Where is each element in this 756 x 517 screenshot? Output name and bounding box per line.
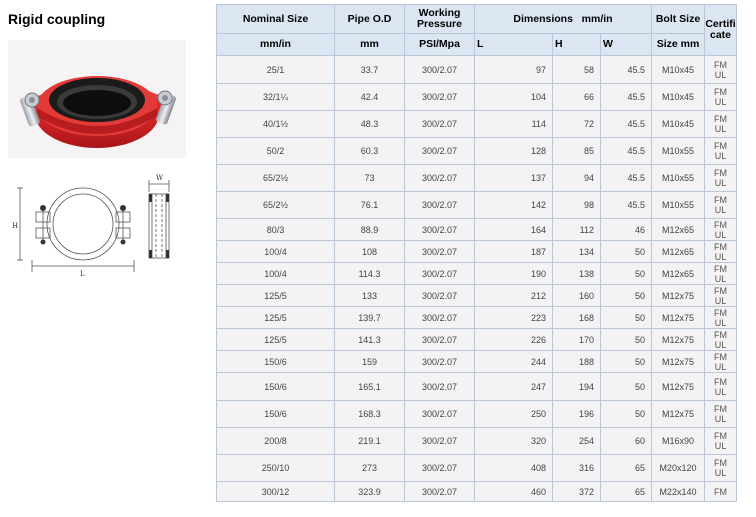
table-row (217, 241, 737, 263)
certificate-fm: FM (714, 114, 727, 124)
dimension-h-cell: 188 (553, 351, 601, 373)
h-dimension-label: H (12, 222, 19, 230)
col-header-bolt-size: Bolt Size (652, 5, 705, 34)
certificate-ul: UL (714, 151, 727, 161)
certificate-cell (705, 111, 737, 138)
dimension-l-cell: 247 (475, 373, 553, 401)
unit-working: PSI/Mpa (405, 34, 475, 56)
certificate-cell (705, 165, 737, 192)
spec-table-body (217, 56, 737, 502)
certificate-cell (705, 84, 737, 111)
dimension-l-cell: 320 (475, 428, 553, 455)
nominal-size-cell: 40/1½ (217, 111, 335, 138)
certificate-cell (705, 263, 737, 285)
pipe-od-cell: 60.3 (335, 138, 405, 165)
unit-bolt: Size mm (652, 34, 705, 56)
dimension-w-cell: 50 (601, 373, 652, 401)
certificate-ul: UL (714, 317, 727, 328)
pipe-od-cell: 108 (335, 241, 405, 263)
dimension-w-cell: 50 (601, 263, 652, 285)
bolt-size-cell: M12x75 (652, 329, 705, 351)
nominal-size-cell: 300/12 (217, 482, 335, 502)
certificate-ul: UL (714, 205, 727, 215)
pipe-od-cell: 133 (335, 285, 405, 307)
certificate-cell (705, 482, 737, 502)
dimension-h-cell: 138 (553, 263, 601, 285)
bolt-size-cell: M10x55 (652, 165, 705, 192)
table-row (217, 263, 737, 285)
dimension-h-cell: 94 (553, 165, 601, 192)
col-header-dimensions: Dimensions mm/in (475, 5, 652, 34)
nominal-size-cell: 32/1¼ (217, 84, 335, 111)
pipe-od-cell: 159 (335, 351, 405, 373)
nominal-size-cell: 150/6 (217, 373, 335, 401)
dimension-l-cell: 128 (475, 138, 553, 165)
certificate-ul: UL (714, 69, 727, 80)
bolt-size-cell: M12x65 (652, 263, 705, 285)
certificate-cell (705, 219, 737, 241)
dimension-h-cell: 316 (553, 455, 601, 482)
dimension-h-cell: 168 (553, 307, 601, 329)
dimension-w-cell: 45.5 (601, 165, 652, 192)
table-row (217, 401, 737, 428)
certificate-ul: UL (714, 361, 727, 372)
dimension-l-cell: 212 (475, 285, 553, 307)
certificate-cell (705, 138, 737, 165)
dimension-l-cell: 226 (475, 329, 553, 351)
working-pressure-line2: Pressure (417, 18, 462, 30)
dimension-l-cell: 164 (475, 219, 553, 241)
certificate-line2: cate (709, 29, 731, 41)
table-row (217, 138, 737, 165)
working-pressure-cell: 300/2.07 (405, 56, 475, 84)
certificate-ul: UL (714, 468, 727, 478)
table-row (217, 219, 737, 241)
table-row (217, 329, 737, 351)
bolt-size-cell: M10x45 (652, 111, 705, 138)
l-dimension-label: L (80, 270, 85, 278)
working-pressure-cell: 300/2.07 (405, 307, 475, 329)
certificate-fm: FM (714, 59, 727, 70)
coupling-dimension-diagram (10, 172, 188, 282)
certificate-ul: UL (714, 251, 727, 262)
working-pressure-line1: Working (418, 7, 461, 19)
working-pressure-cell: 300/2.07 (405, 285, 475, 307)
certificate-cell (705, 428, 737, 455)
dimension-w-cell: 50 (601, 329, 652, 351)
nominal-size-cell: 150/6 (217, 351, 335, 373)
certificate-ul: UL (714, 273, 727, 284)
certificate-fm: FM (714, 431, 727, 441)
dimension-w-cell: 46 (601, 219, 652, 241)
table-row (217, 351, 737, 373)
unit-l: L (475, 34, 553, 56)
dimension-l-cell: 104 (475, 84, 553, 111)
dimension-l-cell: 97 (475, 56, 553, 84)
nominal-size-cell: 250/10 (217, 455, 335, 482)
dimension-l-cell: 460 (475, 482, 553, 502)
working-pressure-cell: 300/2.07 (405, 373, 475, 401)
certificate-fm: FM (714, 168, 727, 178)
dimension-h-cell: 58 (553, 56, 601, 84)
certificate-fm: FM (714, 263, 727, 274)
bolt-size-cell: M12x75 (652, 373, 705, 401)
certificate-ul: UL (714, 386, 727, 397)
bolt-size-cell: M10x45 (652, 56, 705, 84)
bolt-size-cell: M12x65 (652, 241, 705, 263)
bolt-size-cell: M12x75 (652, 285, 705, 307)
pipe-od-cell: 165.1 (335, 373, 405, 401)
nominal-size-cell: 125/5 (217, 285, 335, 307)
working-pressure-cell: 300/2.07 (405, 138, 475, 165)
dimension-w-cell: 45.5 (601, 111, 652, 138)
certificate-fm: FM (714, 141, 727, 151)
dimension-w-cell: 45.5 (601, 138, 652, 165)
certificate-fm: FM (714, 195, 727, 205)
working-pressure-cell: 300/2.07 (405, 482, 475, 502)
certificate-cell (705, 455, 737, 482)
pipe-od-cell: 168.3 (335, 401, 405, 428)
dimension-drawing (10, 172, 188, 282)
dimension-h-cell: 170 (553, 329, 601, 351)
nominal-size-cell: 65/2½ (217, 165, 335, 192)
certificate-cell (705, 285, 737, 307)
dimension-l-cell: 190 (475, 263, 553, 285)
working-pressure-cell: 300/2.07 (405, 428, 475, 455)
dimension-l-cell: 223 (475, 307, 553, 329)
dimension-h-cell: 196 (553, 401, 601, 428)
certificate-fm: FM (714, 376, 727, 387)
certificate-fm: FM (714, 241, 727, 252)
dimension-w-cell: 50 (601, 351, 652, 373)
dimension-l-cell: 244 (475, 351, 553, 373)
table-row (217, 428, 737, 455)
bolt-size-cell: M10x55 (652, 138, 705, 165)
working-pressure-cell: 300/2.07 (405, 165, 475, 192)
dimension-w-cell: 50 (601, 307, 652, 329)
coupling-photo-image (8, 40, 186, 158)
working-pressure-cell: 300/2.07 (405, 263, 475, 285)
col-header-working-pressure (405, 5, 475, 34)
table-row (217, 56, 737, 84)
dimension-w-cell: 50 (601, 285, 652, 307)
working-pressure-cell: 300/2.07 (405, 455, 475, 482)
dimension-l-cell: 408 (475, 455, 553, 482)
nominal-size-cell: 125/5 (217, 307, 335, 329)
working-pressure-cell: 300/2.07 (405, 192, 475, 219)
w-dimension-label: W (156, 174, 164, 182)
working-pressure-cell: 300/2.07 (405, 219, 475, 241)
col-header-pipe-od: Pipe O.D (335, 5, 405, 34)
certificate-fm: FM (714, 329, 727, 340)
dimension-l-cell: 250 (475, 401, 553, 428)
unit-h: H (553, 34, 601, 56)
bolt-size-cell: M22x140 (652, 482, 705, 502)
unit-nominal: mm/in (217, 34, 335, 56)
certificate-ul: UL (714, 97, 727, 107)
col-header-certificate (705, 5, 737, 56)
pipe-od-cell: 273 (335, 455, 405, 482)
certificate-ul: UL (714, 441, 727, 451)
dimension-w-cell: 45.5 (601, 192, 652, 219)
working-pressure-cell: 300/2.07 (405, 329, 475, 351)
bolt-size-cell: M10x55 (652, 192, 705, 219)
table-row (217, 192, 737, 219)
bolt-size-cell: M12x65 (652, 219, 705, 241)
dimension-w-cell: 45.5 (601, 56, 652, 84)
certificate-ul: UL (714, 339, 727, 350)
dimension-w-cell: 60 (601, 428, 652, 455)
nominal-size-cell: 80/3 (217, 219, 335, 241)
dimension-l-cell: 137 (475, 165, 553, 192)
certificate-fm: FM (714, 458, 727, 468)
dimension-l-cell: 142 (475, 192, 553, 219)
pipe-od-cell: 73 (335, 165, 405, 192)
table-row (217, 307, 737, 329)
dimension-w-cell: 50 (601, 401, 652, 428)
bolt-size-cell: M20x120 (652, 455, 705, 482)
dimension-h-cell: 372 (553, 482, 601, 502)
pipe-od-cell: 219.1 (335, 428, 405, 455)
certificate-ul: UL (714, 295, 727, 306)
nominal-size-cell: 100/4 (217, 263, 335, 285)
dimension-h-cell: 112 (553, 219, 601, 241)
certificate-fm: FM (714, 307, 727, 318)
certificate-cell (705, 373, 737, 401)
page-title: Rigid coupling (8, 11, 106, 27)
dimension-h-cell: 194 (553, 373, 601, 401)
bolt-size-cell: M12x75 (652, 351, 705, 373)
bolt-size-cell: M10x45 (652, 84, 705, 111)
certificate-cell (705, 56, 737, 84)
working-pressure-cell: 300/2.07 (405, 241, 475, 263)
pipe-od-cell: 88.9 (335, 219, 405, 241)
product-photo (8, 40, 186, 158)
dimension-h-cell: 72 (553, 111, 601, 138)
working-pressure-cell: 300/2.07 (405, 351, 475, 373)
dimension-h-cell: 134 (553, 241, 601, 263)
certificate-ul: UL (714, 229, 727, 240)
pipe-od-cell: 139.7 (335, 307, 405, 329)
pipe-od-cell: 42.4 (335, 84, 405, 111)
certificate-fm: FM (714, 285, 727, 296)
certificate-ul: UL (714, 124, 727, 134)
certificate-fm: FM (714, 351, 727, 362)
bolt-size-cell: M12x75 (652, 307, 705, 329)
certificate-cell (705, 241, 737, 263)
certificate-cell (705, 401, 737, 428)
dimension-h-cell: 66 (553, 84, 601, 111)
pipe-od-cell: 141.3 (335, 329, 405, 351)
unit-w: W (601, 34, 652, 56)
working-pressure-cell: 300/2.07 (405, 84, 475, 111)
certificate-cell (705, 329, 737, 351)
nominal-size-cell: 100/4 (217, 241, 335, 263)
certificate-ul: UL (714, 414, 727, 424)
certificate-fm: FM (714, 219, 727, 230)
nominal-size-cell: 50/2 (217, 138, 335, 165)
nominal-size-cell: 65/2½ (217, 192, 335, 219)
working-pressure-cell: 300/2.07 (405, 401, 475, 428)
table-row (217, 84, 737, 111)
dimension-h-cell: 254 (553, 428, 601, 455)
dimension-w-cell: 65 (601, 482, 652, 502)
unit-pipe: mm (335, 34, 405, 56)
pipe-od-cell: 76.1 (335, 192, 405, 219)
pipe-od-cell: 48.3 (335, 111, 405, 138)
certificate-cell (705, 351, 737, 373)
col-header-nominal-size: Nominal Size (217, 5, 335, 34)
spec-table (216, 4, 737, 502)
certificate-cell (705, 307, 737, 329)
certificate-ul: UL (714, 178, 727, 188)
dimension-l-cell: 187 (475, 241, 553, 263)
table-row (217, 285, 737, 307)
table-row (217, 482, 737, 502)
certificate-fm: FM (714, 87, 727, 97)
certificate-cell (705, 192, 737, 219)
dimension-h-cell: 85 (553, 138, 601, 165)
pipe-od-cell: 33.7 (335, 56, 405, 84)
dimension-w-cell: 50 (601, 241, 652, 263)
dimension-w-cell: 65 (601, 455, 652, 482)
pipe-od-cell: 114.3 (335, 263, 405, 285)
working-pressure-cell: 300/2.07 (405, 111, 475, 138)
certificate-line1: Certifi (705, 18, 736, 30)
table-row (217, 455, 737, 482)
certificate-fm: FM (714, 486, 727, 497)
table-row (217, 373, 737, 401)
bolt-size-cell: M16x90 (652, 428, 705, 455)
dimension-h-cell: 98 (553, 192, 601, 219)
table-row (217, 165, 737, 192)
pipe-od-cell: 323.9 (335, 482, 405, 502)
dimension-h-cell: 160 (553, 285, 601, 307)
nominal-size-cell: 150/6 (217, 401, 335, 428)
dimension-l-cell: 114 (475, 111, 553, 138)
table-row (217, 111, 737, 138)
bolt-size-cell: M12x75 (652, 401, 705, 428)
nominal-size-cell: 200/8 (217, 428, 335, 455)
nominal-size-cell: 125/5 (217, 329, 335, 351)
nominal-size-cell: 25/1 (217, 56, 335, 84)
dimension-w-cell: 45.5 (601, 84, 652, 111)
certificate-fm: FM (714, 404, 727, 414)
